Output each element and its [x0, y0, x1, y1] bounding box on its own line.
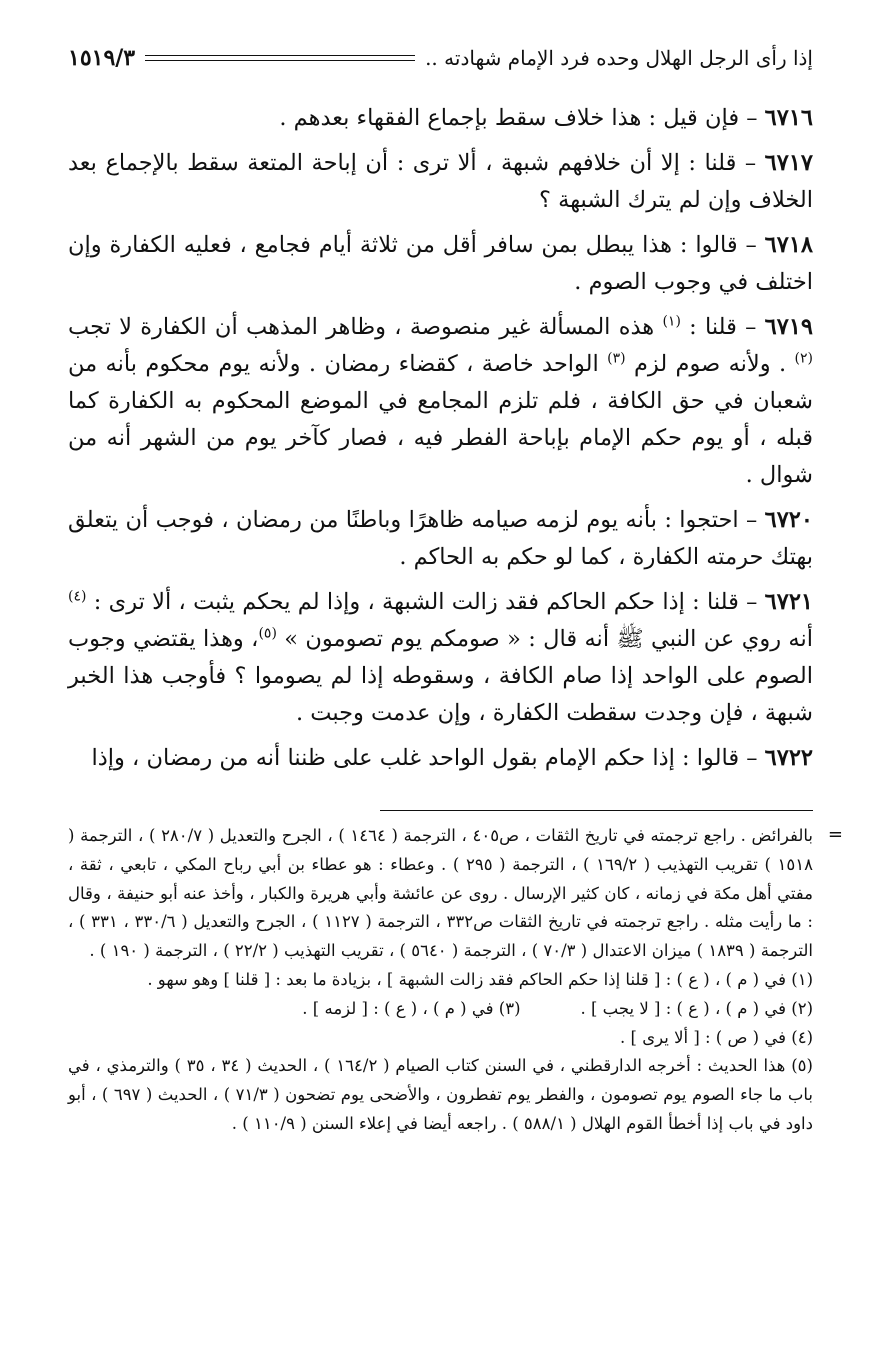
paragraph-text: هذه المسألة غير منصوصة ، وظاهر المذهب أن الكفارة لا تجب	[68, 314, 663, 340]
footnote-marker-1: (١)	[662, 313, 681, 330]
paragraph-number: ٦٧١٩	[764, 314, 814, 340]
footnote-5: (٥) هذا الحديث : أخرجه الدارقطني ، في السنن كتاب الصيام ( ١٦٤/٢ ) ، الحديث ( ٣٤ ، ٣٥ ) والترمذي ، في باب ما جاء الصوم يوم تصومون ، والفطر يوم تفطرون ، والأضحى يوم تضحون ( ٧١/٣ ) ، الحديث ( ٦٩٧ ) ، أبو داود في باب إذا أخطأ القوم الهلال ( ٥٨٨/١ ) . راجعه أيضا في إعلاء السنن ( ١١٠/٩ ) .	[68, 1056, 813, 1133]
paragraph-6722	[68, 740, 813, 777]
footnote-4: (٤) في ( ص ) : [ ألا يرى ] .	[620, 1027, 813, 1047]
paragraph-text: – قلنا : إذا حكم الحاكم فقد زالت الشبهة ، وإذا لم يحكم يثبت ، ألا ترى :	[86, 589, 758, 615]
paragraph-text: أنه روي عن النبي ﷺ أنه قال : « صومكم يوم تصومون »	[276, 626, 813, 652]
footnote-3: (٣) في ( م ) ، ( ع ) : [ لزمه ] .	[302, 998, 521, 1018]
footnote-marker-5: (٥)	[258, 625, 277, 642]
main-text	[68, 100, 813, 785]
paragraph-number: ٦٧٢٢	[764, 745, 813, 771]
paragraph-text: ، وهذا يقتضي وجوب الصوم على الواحد إذا صام الكافة ، وسقوطه إذا لم يصوموا ؟ فأوجب هذا الخبر شبهة ، فإن وجدت سقطت الكفارة ، وإن عدمت وجبت .	[68, 626, 813, 726]
footnote-continuation: بالفرائض . راجع ترجمته في تاريخ الثقات ، ص٤٠٥ ، الترجمة ( ١٤٦٤ ) ، الجرح والتعديل ( ٢٨٠/٧ ) ، الترجمة ( ١٥١٨ ) تقريب التهذيب ( ١٦٩/٢ ) ، الترجمة ( ٢٩٥ ) . وعطاء : هو عطاء بن أبي رباح المكي ، تابعي ، ثقة ، مفتي أهل مكة في زمانه ، كان كثير الإرسال . روى عن عائشة وأبي هريرة والكبار ، وأخذ عنه أبو حنيفة ، وقال : ما رأيت مثله . راجع ترجمته في تاريخ الثقات ص٣٣٢ ، الترجمة ( ١١٢٧ ) ، الجرح والتعديل ( ٣٣٠/٦ ، ٣٣١ ) ، الترجمة ( ١٨٣٩ ) ميزان الاعتدال ( ٧٠/٣ ) ، الترجمة ( ٥٦٤٠ ) ، تقريب التهذيب ( ٢٢/٢ ) ، الترجمة ( ١٩٠ ) .	[68, 826, 813, 961]
paragraph-6720	[68, 502, 813, 576]
paragraph-text: – قالوا : إذا حكم الإمام بقول الواحد غلب على ظننا أنه من رمضان ، وإذا	[91, 745, 758, 771]
footnote-marker-3: (٣)	[607, 350, 626, 367]
header-rule	[145, 55, 415, 61]
paragraph-6721	[68, 584, 813, 732]
paragraph-text: – فإن قيل : هذا خلاف سقط بإجماع الفقهاء بعدهم .	[279, 105, 758, 131]
paragraph-text: – قلنا :	[680, 314, 757, 340]
paragraph-number: ٦٧٢١	[764, 589, 813, 615]
paragraph-6719	[68, 309, 813, 494]
paragraph-number: ٦٧١٧	[764, 150, 813, 176]
footnote-separator	[380, 810, 813, 811]
paragraph-number: ٦٧٢٠	[764, 507, 813, 533]
footnote-2: (٢) في ( م ) ، ( ع ) : [ لا يجب ] .	[580, 998, 813, 1018]
paragraph-6718	[68, 227, 813, 301]
paragraph-text: – قالوا : هذا يبطل بمن سافر أقل من ثلاثة أيام فجامع ، فعليه الكفارة وإن اختلف في وجوب الصوم .	[68, 232, 813, 295]
footnote-row	[68, 995, 813, 1024]
paragraph-text: – قلنا : إلا أن خلافهم شبهة ، ألا ترى : أن إباحة المتعة سقط بالإجماع بعد الخلاف وإن لم يترك الشبهة ؟	[68, 150, 813, 213]
page-number: ١٥١٩/٣	[68, 45, 136, 71]
paragraph-text: – احتجوا : بأنه يوم لزمه صيامه ظاهرًا وباطنًا من رمضان ، فوجب أن يتعلق بهتك حرمته الكفارة ، كما لو حكم به الحاكم .	[68, 507, 813, 570]
paragraph-text: . ولأنه صوم لزم	[625, 351, 795, 377]
paragraph-text: الواحد خاصة ، كقضاء رمضان . ولأنه يوم محكوم بأنه من شعبان في حق الكافة ، فلم تلزم المجامع في الموضع المحكوم به الكفارة كما قبله ، أو يوم حكم الإمام بإباحة الفطر فيه ، فصار كآخر يوم من الشهر أنه من شوال .	[68, 351, 813, 488]
paragraph-number: ٦٧١٦	[764, 105, 813, 131]
paragraph-number: ٦٧١٨	[764, 232, 813, 258]
footnote-marker-2: (٢)	[794, 350, 814, 367]
paragraph-6716	[68, 100, 813, 137]
footnotes	[68, 822, 813, 1139]
footnote-1: (١) في ( م ) ، ( ع ) : [ قلنا إذا حكم الحاكم فقد زالت الشبهة ] ، بزيادة ما بعد : [ قلنا ] وهو سهو .	[147, 969, 813, 989]
paragraph-6717	[68, 145, 813, 219]
page-header	[68, 36, 813, 80]
footnote-marker-4: (٤)	[68, 588, 87, 605]
running-title: إذا رأى الرجل الهلال وحده فرد الإمام شهادته ..	[425, 46, 813, 70]
continuation-mark: =	[827, 824, 843, 845]
